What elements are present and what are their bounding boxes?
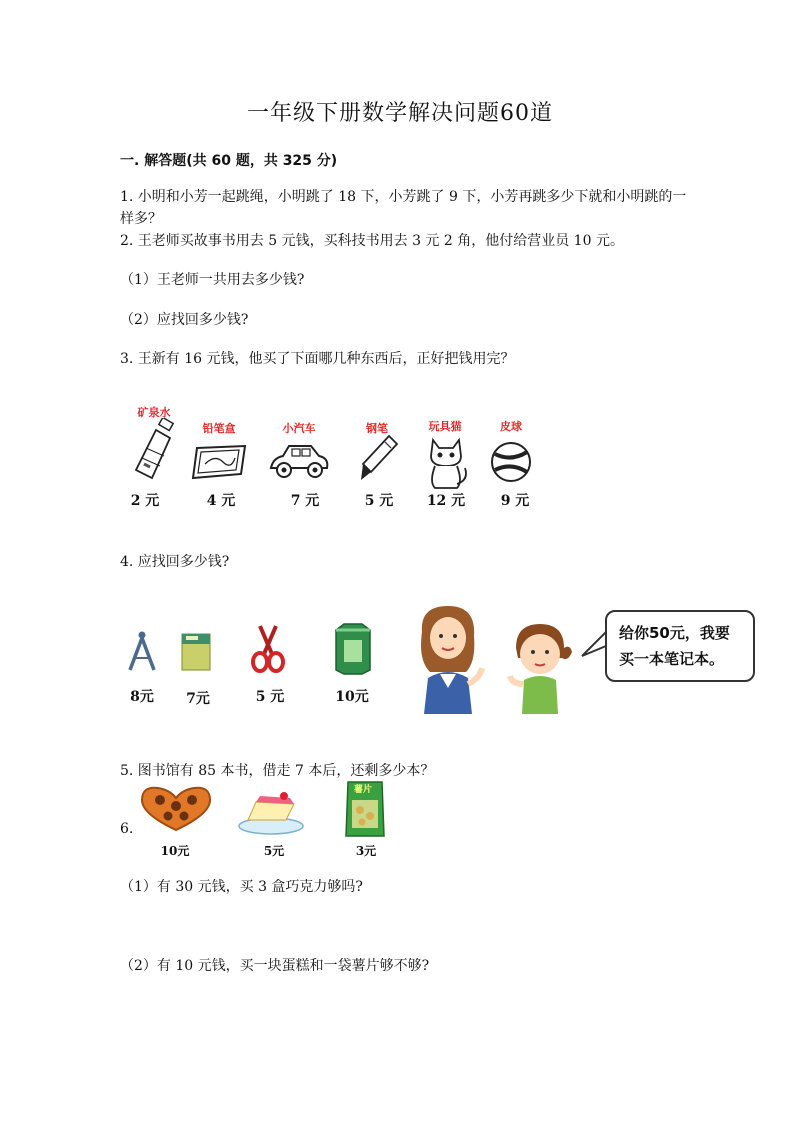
speech-bubble <box>605 610 755 682</box>
item-label-pen: 钢笔 <box>366 422 388 435</box>
question-2-part-1: （1）王老师一共用去多少钱? <box>120 272 305 288</box>
ball-icon <box>489 440 533 484</box>
price-pen: 5 元 <box>364 493 394 509</box>
item-label-water: 矿泉水 <box>137 406 171 419</box>
speech-line-1: 给你50元，我要 <box>619 624 730 642</box>
teacher-illustration <box>410 602 490 716</box>
water-bottle-icon <box>130 418 180 483</box>
chips-bag-label: 薯片 <box>354 785 373 795</box>
price-pencil-box: 4 元 <box>206 493 236 509</box>
price-compass: 8元 <box>130 689 154 705</box>
cake-icon <box>236 790 306 836</box>
price-ball: 9 元 <box>500 493 530 509</box>
item-label-ball: 皮球 <box>500 420 522 433</box>
question-1: 1. 小明和小芳一起跳绳，小明跳了 18 下，小芳跳了 9 下，小芳再跳多少下就和小明跳的一样多？ <box>120 189 687 227</box>
pencil-box-icon <box>189 442 249 482</box>
question-4: 4. 应找回多少钱? <box>120 554 230 570</box>
compass-icon <box>124 630 158 674</box>
price-cake: 5元 <box>263 844 285 858</box>
question-5: 5. 图书馆有 85 本书，借走 7 本后，还剩多少本？ <box>120 763 435 779</box>
price-toy-cat: 12 元 <box>426 493 466 509</box>
question-2-part-2: （2）应找回多少钱? <box>120 312 249 328</box>
chocolate-box-icon <box>136 784 216 834</box>
question-2: 2. 王老师买故事书用去 5 元钱，买科技书用去 3 元 2 角，他付给营业员 10 元。 <box>120 233 624 249</box>
page-title: 一年级下册数学解决问题60道 <box>247 101 553 126</box>
price-car: 7 元 <box>290 493 320 509</box>
toy-cat-icon <box>421 434 471 490</box>
notebook-icon <box>180 632 212 672</box>
price-scissors: 5 元 <box>255 689 285 705</box>
toy-car-icon <box>267 438 331 482</box>
question-3-figure <box>125 398 535 513</box>
price-water: 2 元 <box>130 493 160 509</box>
price-chocolate: 10元 <box>160 844 190 858</box>
pencil-holder-icon <box>330 622 376 676</box>
item-label-toy-cat: 玩具猫 <box>428 420 462 433</box>
speech-line-2: 买一本笔记本。 <box>619 650 725 668</box>
price-notebook: 7元 <box>186 691 210 707</box>
scissors-icon <box>250 624 286 674</box>
girl-illustration <box>506 622 578 716</box>
question-6-part-2: （2）有 10 元钱，买一块蛋糕和一袋薯片够不够? <box>120 958 430 974</box>
item-label-pencil-box: 铅笔盒 <box>202 422 236 435</box>
price-pencil-holder: 10元 <box>335 689 369 705</box>
question-3: 3. 王新有 16 元钱，他买了下面哪几种东西后，正好把钱用完？ <box>120 351 515 367</box>
question-6: 6. <box>120 821 134 837</box>
fountain-pen-icon <box>355 434 399 484</box>
section-heading: 一. 解答题(共 60 题，共 325 分) <box>120 153 338 169</box>
question-6-part-1: （1）有 30 元钱，买 3 盒巧克力够吗? <box>120 879 363 895</box>
price-chips: 3元 <box>355 844 377 858</box>
item-label-car: 小汽车 <box>282 422 316 435</box>
